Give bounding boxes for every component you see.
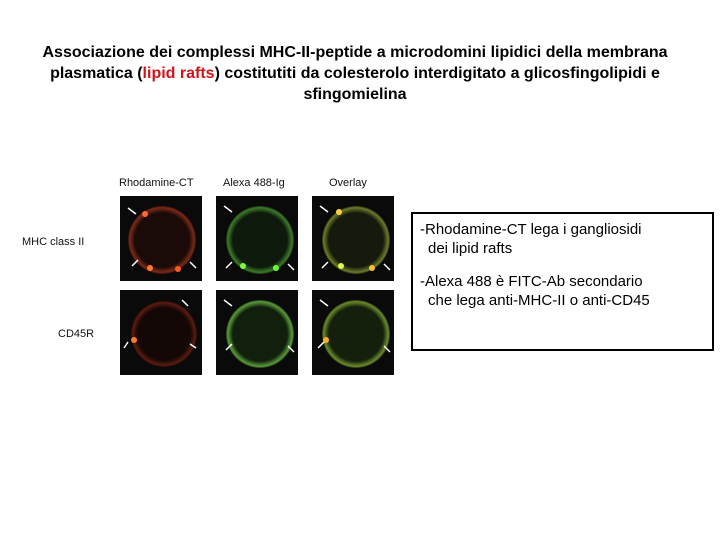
panel-cd45r-alexa <box>216 290 298 375</box>
row-label-cd45r: CD45R <box>58 328 95 340</box>
column-label-rhodamine: Rhodamine-CT <box>119 177 194 189</box>
panel-cd45r-rhodamine <box>120 290 202 375</box>
column-label-overlay: Overlay <box>329 177 367 189</box>
panel-mhc-rhodamine <box>120 196 202 281</box>
note-2-line-1: -Alexa 488 è FITC-Ab secondario <box>420 273 643 290</box>
note-1-line-1: -Rhodamine-CT lega i gangliosidi <box>420 221 642 238</box>
column-label-alexa: Alexa 488-Ig <box>223 177 285 189</box>
panel-cd45r-overlay <box>312 290 394 375</box>
notes-box <box>411 212 714 351</box>
panel-mhc-alexa <box>216 196 298 281</box>
note-2-line-2: che lega anti-MHC-II o anti-CD45 <box>428 292 650 309</box>
title-highlight: lipid rafts <box>142 65 215 82</box>
title-part-1: Associazione dei complessi MHC-II-peptide a microdomini lipidici della membrana plasmatica ( <box>42 44 668 82</box>
note-1-line-2: dei lipid rafts <box>428 240 513 257</box>
row-label-mhc: MHC class II <box>22 236 85 248</box>
title-part-2: ) costitutiti da colesterolo interdigitato a glicosfingolipidi e sfingomielina <box>214 65 660 103</box>
panel-mhc-overlay <box>312 196 394 281</box>
